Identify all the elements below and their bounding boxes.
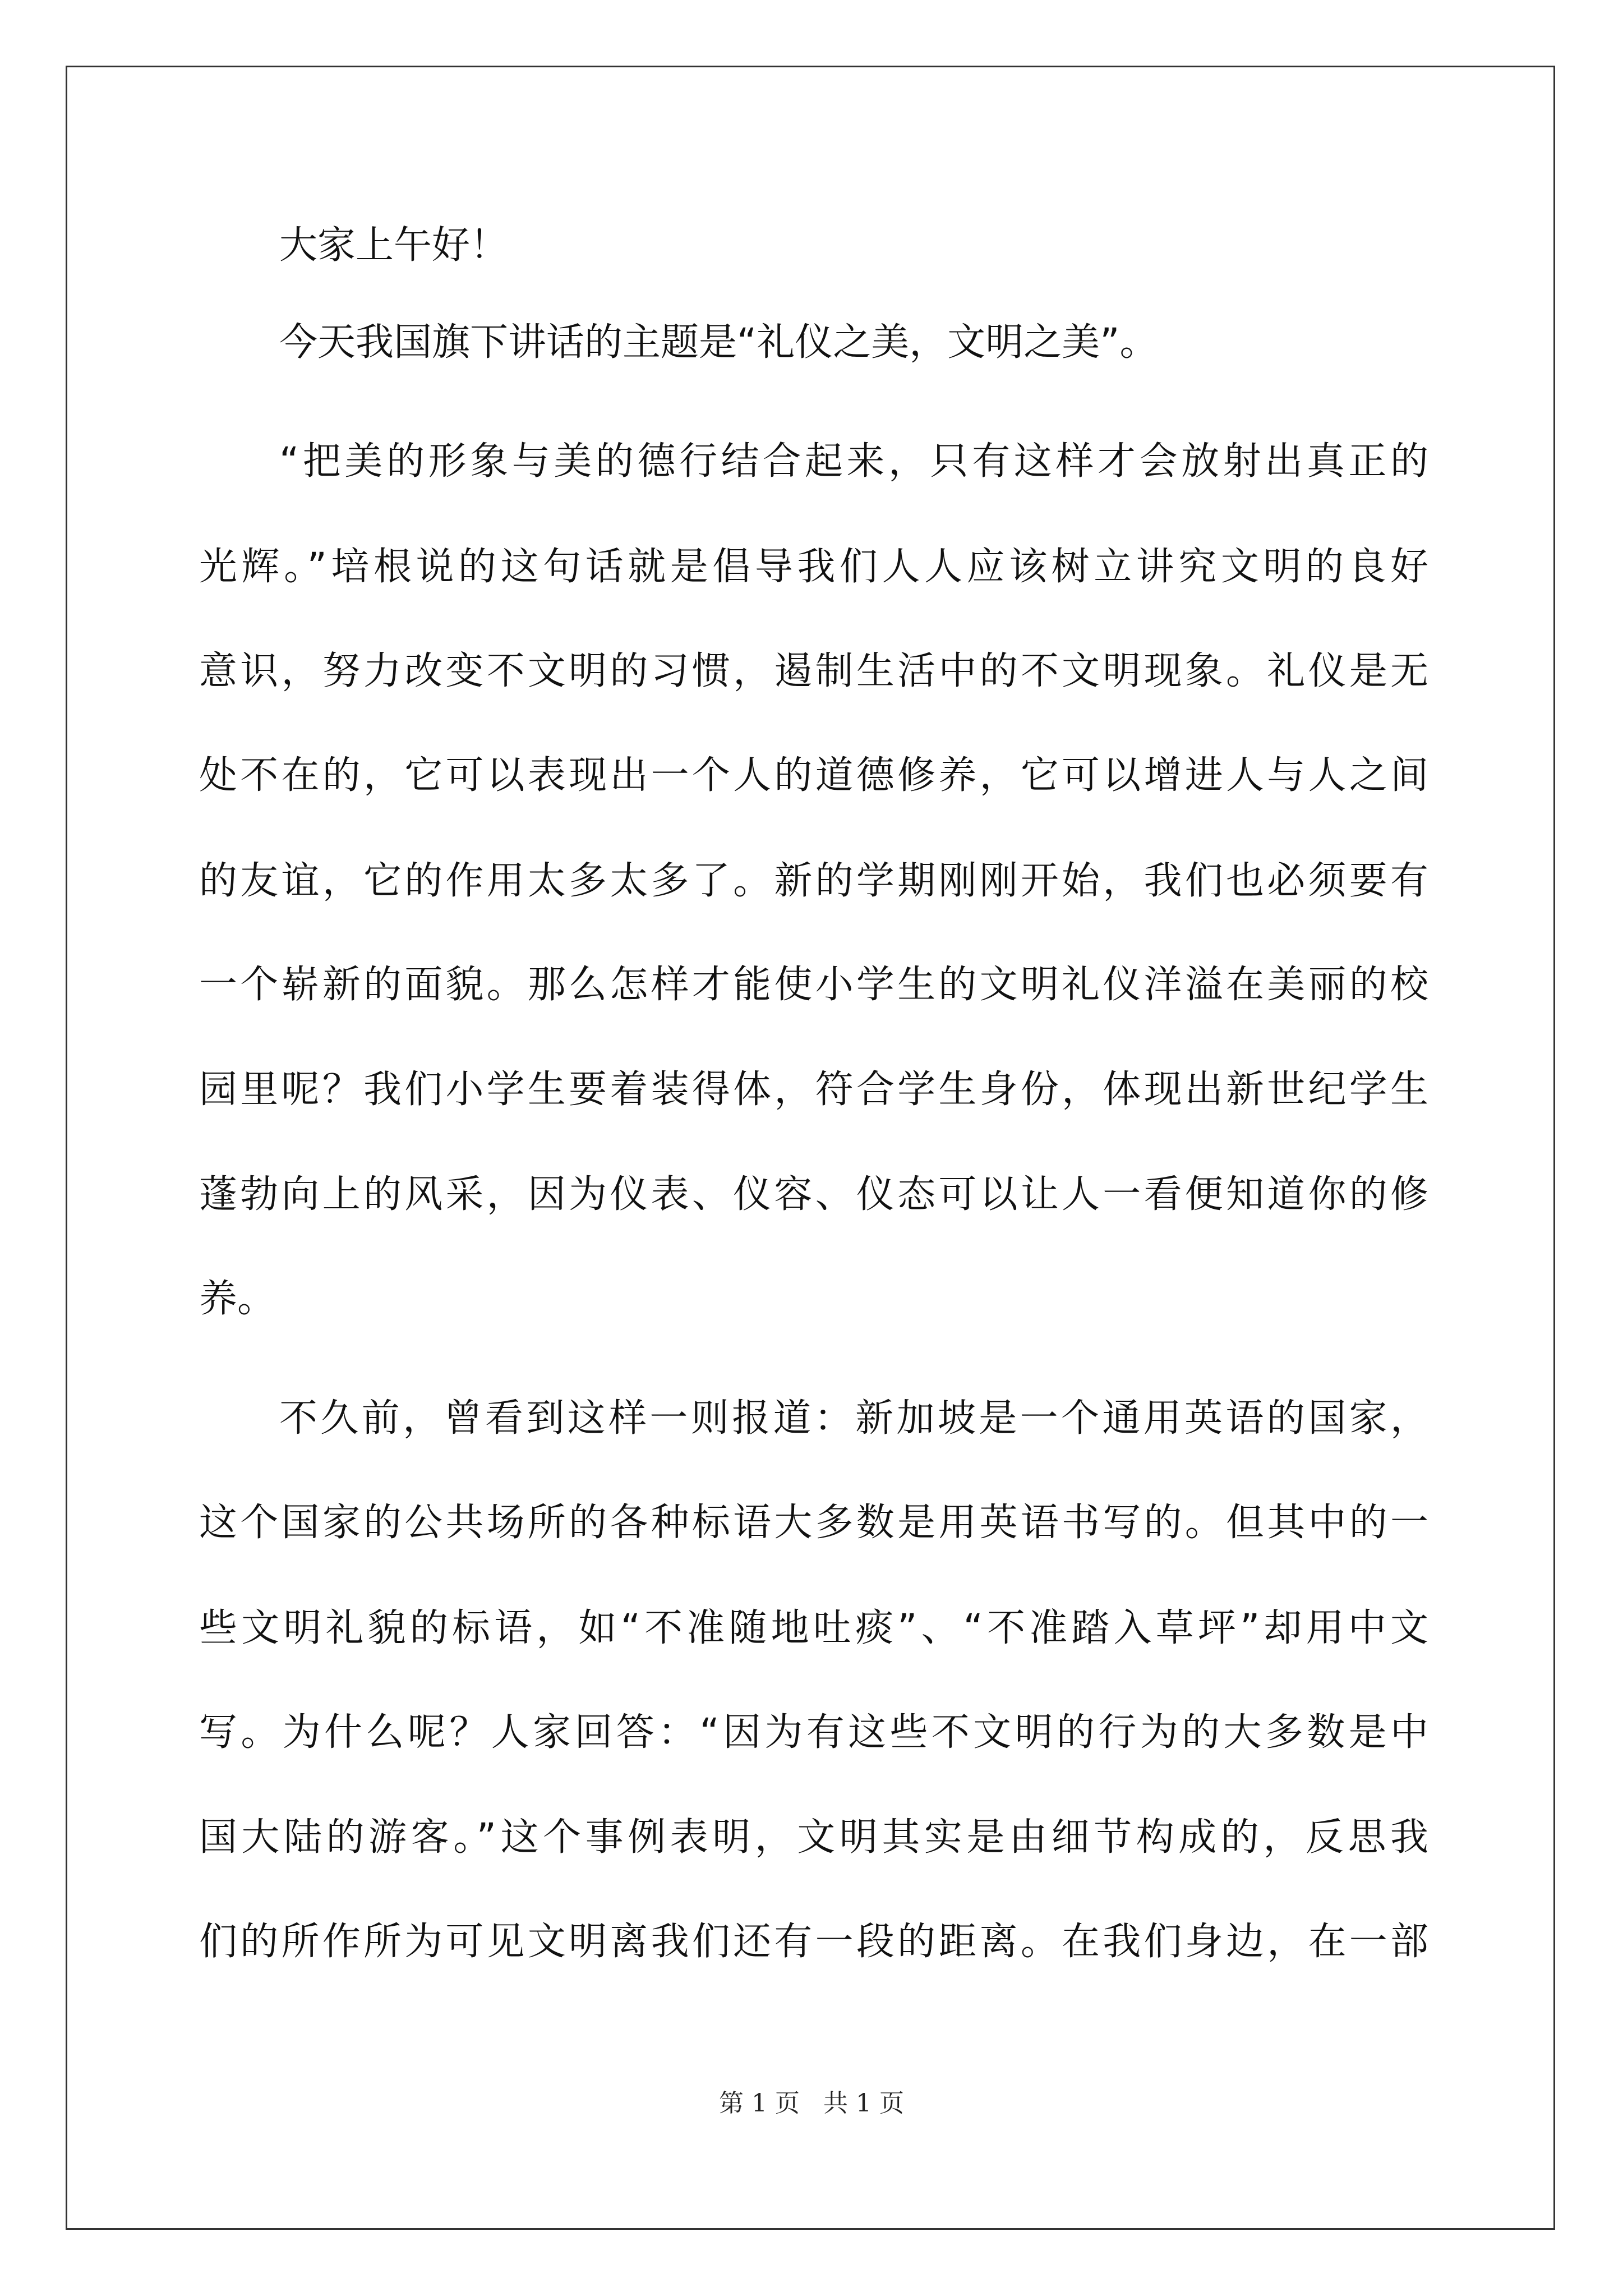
paragraph1-line: 的友谊，它的作用太多太多了。新的学期刚刚开始，我们也必须要有 (199, 859, 1428, 903)
page-footer (0, 2087, 1623, 2120)
paragraph1-line: 一个崭新的面貌。那么怎样才能使小学生的文明礼仪洋溢在美丽的校 (199, 963, 1428, 1007)
paragraph1-line: 园里呢？我们小学生要着装得体，符合学生身份，体现出新世纪学生 (199, 1068, 1428, 1112)
page-border (66, 66, 1555, 2230)
page-total: 共 1 页 (823, 2089, 904, 2118)
paragraph1-line: 蓬勃向上的风采，因为仪表、仪容、仪态可以让人一看便知道你的修 (199, 1172, 1428, 1217)
paragraph1-line: 光辉。”培根说的这句话就是倡导我们人人应该树立讲究文明的良好 (199, 545, 1428, 589)
paragraph2-line: 国大陆的游客。”这个事例表明，文明其实是由细节构成的，反思我 (199, 1815, 1428, 1860)
paragraph2-line: 们的所作所为可见文明离我们还有一段的距离。在我们身边，在一部 (199, 1920, 1428, 1964)
paragraph2-line: 这个国家的公共场所的各种标语大多数是用英语书写的。但其中的一 (199, 1501, 1428, 1545)
page-number: 第 1 页 (719, 2089, 800, 2118)
paragraph1-line: 养。 (199, 1277, 276, 1321)
paragraph2-line: 写。为什么呢？人家回答：“因为有这些不文明的行为的大多数是中 (199, 1710, 1428, 1755)
paragraph2-line: 不久前，曾看到这样一则报道：新加坡是一个通用英语的国家， (279, 1396, 1428, 1441)
greeting-line: 大家上午好！ (279, 223, 509, 268)
paragraph2-line: 些文明礼貌的标语，如“不准随地吐痰”、“不准踏入草坪”却用中文 (199, 1606, 1428, 1650)
paragraph1-line: “把美的形象与美的德行结合起来，只有这样才会放射出真正的 (279, 439, 1428, 484)
theme-line: 今天我国旗下讲话的主题是“礼仪之美，文明之美”。 (279, 320, 1158, 365)
paragraph1-line: 意识，努力改变不文明的习惯，遏制生活中的不文明现象。礼仪是无 (199, 649, 1428, 693)
paragraph1-line: 处不在的，它可以表现出一个人的道德修养，它可以增进人与人之间 (199, 753, 1428, 798)
